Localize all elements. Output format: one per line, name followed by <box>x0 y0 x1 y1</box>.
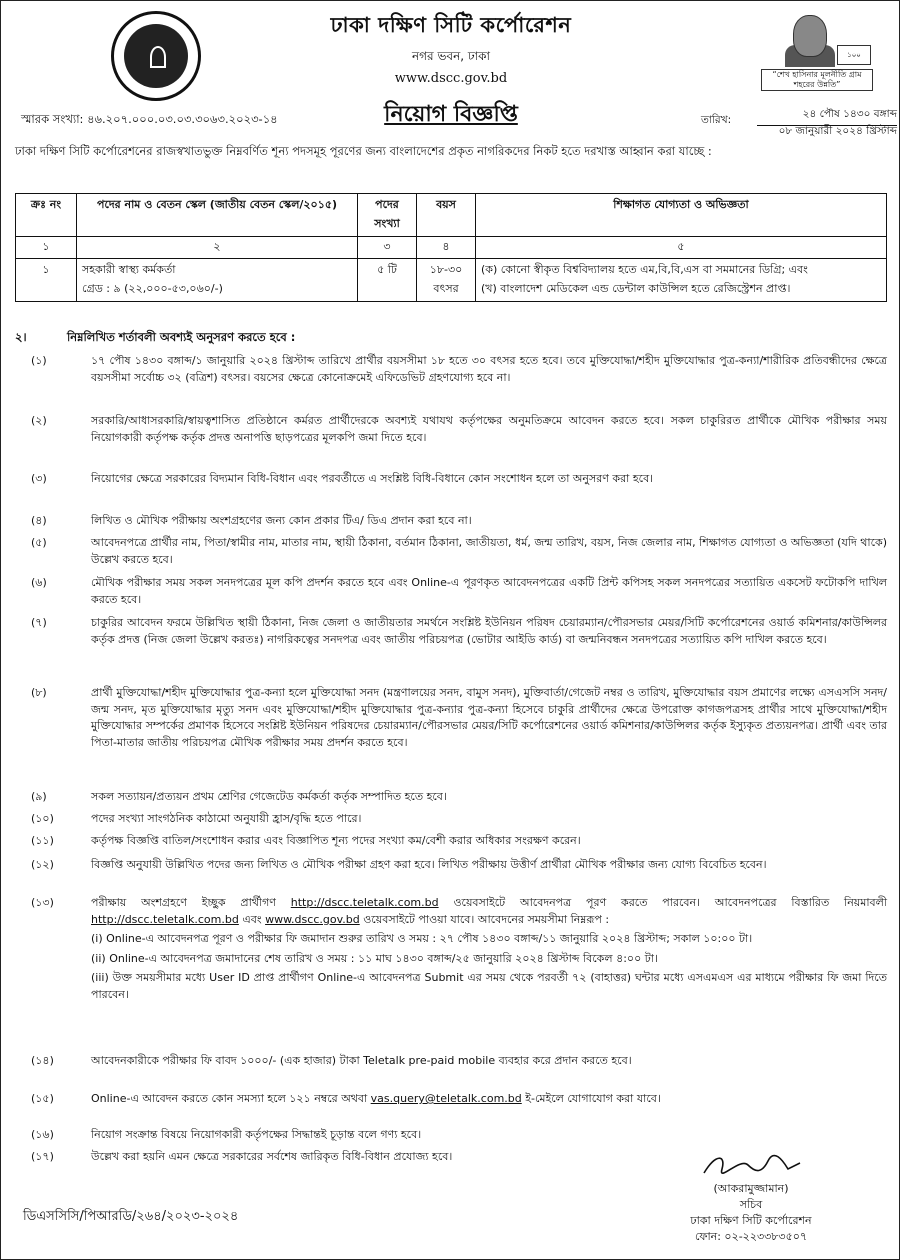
cell-age: ১৮-৩০ বৎসর <box>417 259 476 302</box>
condition-number: (১৩) <box>31 896 54 909</box>
col-number: ২ <box>77 237 358 259</box>
col-header-sl: ক্রঃ নং <box>16 194 77 237</box>
condition-number: (১০) <box>31 812 54 825</box>
condition-text: ওয়েবসাইটে আবেদনপত্র পূরণ করতে পারবেন। আবেদনপত্রের বিস্তারিত নিয়মাবলী <box>453 896 888 909</box>
condition-number: (৪) <box>31 514 47 527</box>
col-number: ৫ <box>476 237 887 259</box>
qualification-b: (খ) বাংলাদেশ মেডিকেল এন্ড ডেন্টাল কাউন্সিল হতে রেজিস্ট্রেশন প্রাপ্ত। <box>481 282 791 295</box>
col-header-count: পদের সংখ্যা <box>358 194 417 237</box>
condition-text: সকল সত্যায়ন/প্রত্যয়ন প্রথম শ্রেণির গেজেটেড কর্মকর্তা কর্তৃক সম্পাদিত হতে হবে। <box>91 790 447 803</box>
condition-number: (১৬) <box>31 1128 54 1141</box>
condition-text: কর্তৃপক্ষ বিজ্ঞপ্তি বাতিল/সংশোধন করার এবং বিজ্ঞাপিত শূন্য পদের সংখ্যা কম/বেশী করার অধিকার সংরক্ষণ করেন। <box>91 834 581 847</box>
condition-text: সরকারি/আধাসরকারি/স্বায়ত্বশাসিত প্রতিষ্ঠানে কর্মরত প্রার্থীদেরকে অবশ্যই যথাযথ কর্তৃপক্ষের অনুমতিক্রমে আবেদন করতে হবে। সকল চাকুরিরত প্রার্থীকে মৌখিক পরীক্ষার সময় নিয়োগকারী কর্তৃপক্ষ কর্তৃক প্রদত্ত অনাপত্তি ছাড়পত্রের মূলকপি জমা দিতে হবে। <box>91 414 887 444</box>
table-row <box>16 259 887 302</box>
handwritten-signature <box>696 1151 806 1181</box>
col-number: ১ <box>16 237 77 259</box>
post-grade: গ্রেড : ৯ (২২,০০০-৫৩,০৬০/-) <box>82 282 223 295</box>
portrait-image <box>785 11 871 69</box>
condition-text: Online-এ আবেদন করতে কোন সমস্যা হলে ১২১ নম্বরে অথবা <box>91 1092 368 1105</box>
dscc-website-link[interactable]: www.dscc.gov.bd <box>265 912 360 926</box>
col-number: ৩ <box>358 237 417 259</box>
slogan: “শেখ হাসিনার মূলনীতি গ্রাম শহরের উন্নতি” <box>761 69 873 91</box>
fee-payment-window: (iii) উক্ত সময়সীমার মধ্যে User ID প্রাপ্ত প্রার্থীগণ Online-এ আবেদনপত্র Submit এর সময় থেকে পরবর্তী ৭২ (বাহাত্তর) ঘন্টার মধ্যে এসএমএস এর মাধ্যমে পরীক্ষার ফি জমা দিতে পারবেন। <box>91 971 887 1001</box>
condition-text: বিজ্ঞপ্তি অনুযায়ী উল্লিখিত পদের জন্য লিখিত ও মৌখিক পরীক্ষা গ্রহণ করা হবে। লিখিত পরীক্ষায় উত্তীর্ণ প্রার্থীরা মৌখিক পরীক্ষার জন্য যোগ্য বিবেচিত হবেন। <box>91 858 767 871</box>
col-header-age: বয়স <box>417 194 476 237</box>
mujib-100-badge: ১০০ <box>837 45 871 65</box>
condition-item <box>15 535 887 568</box>
condition-number: (১৭) <box>31 1150 54 1163</box>
condition-number: (৬) <box>31 576 47 589</box>
condition-item <box>15 833 887 850</box>
col-header-post: পদের নাম ও বেতন স্কেল (জাতীয় বেতন স্কেল/২০১৫) <box>77 194 358 237</box>
condition-item <box>15 615 887 648</box>
notice-title: নিয়োগ বিজ্ঞপ্তি <box>384 102 518 127</box>
condition-text: এবং <box>242 912 262 926</box>
condition-text: আবেদনপত্রে প্রার্থীর নাম, পিতা/স্বামীর নাম, মাতার নাম, স্থায়ী ঠিকানা, বর্তমান ঠিকানা, জাতীয়তা, ধর্ম, জন্ম তারিখ, বয়স, নিজ জেলার নাম, শিক্ষাগত যোগ্যতা ও অভিজ্ঞতা (যদি থাকে) উল্লেখ করতে হবে। <box>91 536 887 566</box>
condition-item <box>15 685 887 751</box>
signatory-office: ঢাকা দক্ষিণ সিটি কর্পোরেশন <box>690 1214 812 1227</box>
signature-block <box>651 1151 851 1245</box>
org-address: নগর ভবন, ঢাকা <box>412 49 490 63</box>
org-name: ঢাকা দক্ষিণ সিটি কর্পোরেশন <box>330 13 572 37</box>
qualification-a: (ক) কোনো স্বীকৃত বিশ্ববিদ্যালয় হতে এম,বি,বি,এস বা সমমানের ডিগ্রি; এবং <box>481 263 808 276</box>
col-header-qualification: শিক্ষাগত যোগ্যতা ও অভিজ্ঞতা <box>476 194 887 237</box>
teletalk-link[interactable]: http://dscc.teletalk.com.bd <box>91 912 239 926</box>
footer-reference: ডিএসসিসি/পিআরডি/২৬৪/২০২৩-২০২৪ <box>23 1209 239 1224</box>
date-english: ০৮ জানুয়ারী ২০২৪ খ্রিস্টাব্দ <box>778 125 897 137</box>
condition-text: পদের সংখ্যা সাংগঠনিক কাঠামো অনুযায়ী হ্রাস/বৃদ্ধি হতে পারে। <box>91 812 362 825</box>
condition-item <box>15 1127 887 1144</box>
condition-number: (১৫) <box>31 1092 54 1105</box>
condition-text: ই-মেইলে যোগাযোগ করা যাবে। <box>525 1092 661 1105</box>
post-name: সহকারী স্বাস্থ্য কর্মকর্তা <box>82 263 176 276</box>
org-website[interactable]: www.dscc.gov.bd <box>394 71 508 86</box>
date-label: তারিখ: <box>701 114 732 126</box>
section-number: ২। <box>15 330 27 344</box>
cell-post <box>77 259 358 302</box>
condition-text: আবেদনকারীকে পরীক্ষার ফি বাবদ ১০০০/- (এক হাজার) টাকা Teletalk pre-paid mobile ব্যবহার করে প্রদান করতে হবে। <box>91 1054 632 1067</box>
signatory-phone: ফোন: ০২-২২৩৩৮৩৫০৭ <box>694 1230 808 1243</box>
reference-number: স্মারক সংখ্যা: ৪৬.২০৭.০০০.০৩.০৩.৩০৬৩.২০২৩-১৪ <box>21 112 278 126</box>
condition-text: চাকুরির আবেদন ফরমে উল্লিখিত স্থায়ী ঠিকানা, নিজ জেলা ও জাতীয়তার সমর্থনে সংশ্লিষ্ট ইউনিয়ন পরিষদ চেয়ারম্যান/পৌরসভার মেয়র/সিটি কর্পোরেশনের ওয়ার্ড কমিশনার/কাউন্সিলর কর্তৃক প্রদত্ত (নিজ জেলা উল্লেখ করতঃ) নাগরিকত্বের সনদপত্র এবং জাতীয় পরিচয়পত্র (ভোটার আইডি কার্ড) বা জন্মনিবন্ধন সনদপত্রের সত্যায়িত কপি দাখিল করতে হবে। <box>91 616 887 646</box>
cell-sl: ১ <box>16 259 77 302</box>
condition-number: (৭) <box>31 616 47 629</box>
condition-number: (৮) <box>31 686 47 699</box>
condition-number: (১৪) <box>31 1054 54 1067</box>
intro-text: ঢাকা দক্ষিণ সিটি কর্পোরেশনের রাজস্বখাতভুক্ত নিম্নবর্ণিত শূন্য পদসমূহ পূরণের জন্য বাংলাদেশের প্রকৃত নাগরিকদের নিকট হতে দরখাস্ত আহ্বান করা যাচ্ছে : <box>15 144 712 158</box>
condition-item <box>15 471 887 488</box>
condition-number: (৫) <box>31 536 47 549</box>
condition-number: (৯) <box>31 790 47 803</box>
application-end-date: (ii) Online-এ আবেদনপত্র জমাদানের শেষ তারিখ ও সময় : ১১ মাঘ ১৪৩০ বঙ্গাব্দ/২৫ জানুয়ারি ২০২৪ খ্রিস্টাব্দ বিকেল ৪:০০ টা। <box>91 951 658 965</box>
condition-text: উল্লেখ করা হয়নি এমন ক্ষেত্রে সরকারের সর্বশেষ জারিকৃত বিধি-বিধান প্রযোজ্য হবে। <box>91 1150 453 1163</box>
condition-item <box>15 789 887 806</box>
date-bangla: ২৪ পৌষ ১৪৩০ বঙ্গাব্দ <box>757 107 897 126</box>
cell-count: ৫ টি <box>358 259 417 302</box>
condition-number: (১) <box>31 354 47 367</box>
condition-item-13 <box>15 895 887 1003</box>
condition-number: (১১) <box>31 834 54 847</box>
condition-text: পরীক্ষায় অংশগ্রহণে ইচ্ছুক প্রার্থীগণ <box>91 896 276 909</box>
column-number-row <box>16 237 887 259</box>
condition-number: (১২) <box>31 858 54 871</box>
condition-item <box>15 1053 887 1070</box>
section-title: নিম্নলিখিত শর্তাবলী অবশ্যই অনুসরণ করতে হবে : <box>67 330 296 344</box>
condition-item <box>15 1091 887 1108</box>
condition-item <box>15 811 887 828</box>
cell-qualification <box>476 259 887 302</box>
application-start-date: (i) Online-এ আবেদনপত্র পূরণ ও পরীক্ষার ফি জমাদান শুরুর তারিখ ও সময় : ২৭ পৌষ ১৪৩০ বঙ্গাব্দ/১১ জানুয়ারি ২০২৪ খ্রিস্টাব্দ; সকাল ১০:০০ টা। <box>91 932 753 945</box>
table-header-row <box>16 194 887 237</box>
condition-text: ওয়েবসাইটে পাওয়া যাবে। আবেদনের সময়সীমা নিম্নরূপ : <box>363 912 610 926</box>
support-email-link[interactable]: vas.query@teletalk.com.bd <box>370 1092 522 1105</box>
condition-text: লিখিত ও মৌখিক পরীক্ষায় অংশগ্রহণের জন্য কোন প্রকার টিএ/ ডিএ প্রদান করা হবে না। <box>91 514 472 527</box>
teletalk-link[interactable]: http://dscc.teletalk.com.bd <box>290 896 439 909</box>
condition-item <box>15 857 887 874</box>
col-number: ৪ <box>417 237 476 259</box>
posts-table <box>15 193 887 302</box>
condition-item <box>15 413 887 446</box>
condition-text: নিয়োগ সংক্রান্ত বিষয়ে নিয়োগকারী কর্তৃপক্ষের সিদ্ধান্তই চূড়ান্ত বলে গণ্য হবে। <box>91 1128 422 1141</box>
condition-item <box>15 575 887 608</box>
condition-number: (৩) <box>31 472 47 485</box>
condition-text: ১৭ পৌষ ১৪৩০ বঙ্গাব্দ/১ জানুয়ারি ২০২৪ খ্রিস্টাব্দ তারিখে প্রার্থীর বয়সসীমা ১৮ হতে ৩০ বৎসর হতে হবে। তবে মুক্তিযোদ্ধা/শহীদ মুক্তিযোদ্ধার পুত্র-কন্যা/শারীরিক প্রতিবন্ধীদের ক্ষেত্রে বয়সসীমা সর্বোচ্চ ৩২ (বত্রিশ) বৎসর। বয়সের ক্ষেত্রে কোনোক্রমেই এফিডেভিট গ্রহণযোগ্য হবে না। <box>91 354 887 384</box>
condition-item <box>15 513 887 530</box>
condition-text: প্রার্থী মুক্তিযোদ্ধা/শহীদ মুক্তিযোদ্ধার পুত্র-কন্যা হলে মুক্তিযোদ্ধা সনদ (মন্ত্রণালয়ের সনদ, বামুস সনদ), মুক্তিবার্তা/গেজেট নম্বর ও তারিখ, মুক্তিযোদ্ধার বয়স প্রমাণের লক্ষ্যে এসএসসি সনদ/জন্ম সনদ, মৃত মুক্তিযোদ্ধার মৃত্যু সনদ এবং মুক্তিযোদ্ধা/শহীদ মুক্তিযোদ্ধার পুত্র-কন্যার পুত্র-কন্যা হিসেবে চাকুরি প্রার্থীদের ক্ষেত্রে উপরোক্ত কাগজপত্রসহ প্রার্থীর সাথে মুক্তিযোদ্ধা/শহীদ মুক্তিযোদ্ধার সম্পর্কের প্রমাণক হিসেবে সংশ্লিষ্ট ইউনিয়ন পরিষদের চেয়ারম্যান/পৌরসভার মেয়র/সিটি কর্পোরেশনের ওয়ার্ড কমিশনার/কাউন্সিলর কর্তৃক ইস্যুকৃত প্রত্যয়নপত্র। প্রার্থী এবং তার পিতা-মাতার জাতীয় পরিচয়পত্র মৌখিক পরীক্ষার সময় প্রদর্শন করতে হবে। <box>91 686 887 749</box>
signatory-designation: সচিব <box>739 1198 763 1211</box>
signatory-name: (আকরামুজ্জামান) <box>713 1182 789 1195</box>
condition-item <box>15 353 887 386</box>
condition-text: নিয়োগের ক্ষেত্রে সরকারের বিদ্যমান বিধি-বিধান এবং পরবর্তীতে এ সংশ্লিষ্ট বিধি-বিধানে কোন সংশোধন হলে তা অনুসরণ করা হবে। <box>91 472 654 485</box>
condition-number: (২) <box>31 414 47 427</box>
condition-text: মৌখিক পরীক্ষার সময় সকল সনদপত্রের মূল কপি প্রদর্শন করতে হবে এবং Online-এ পূরণকৃত আবেদনপত্রের একটি প্রিন্ট কপিসহ সকল সনদপত্রের সত্যায়িত একসেট ফটোকপি দাখিল করতে হবে। <box>91 576 887 606</box>
